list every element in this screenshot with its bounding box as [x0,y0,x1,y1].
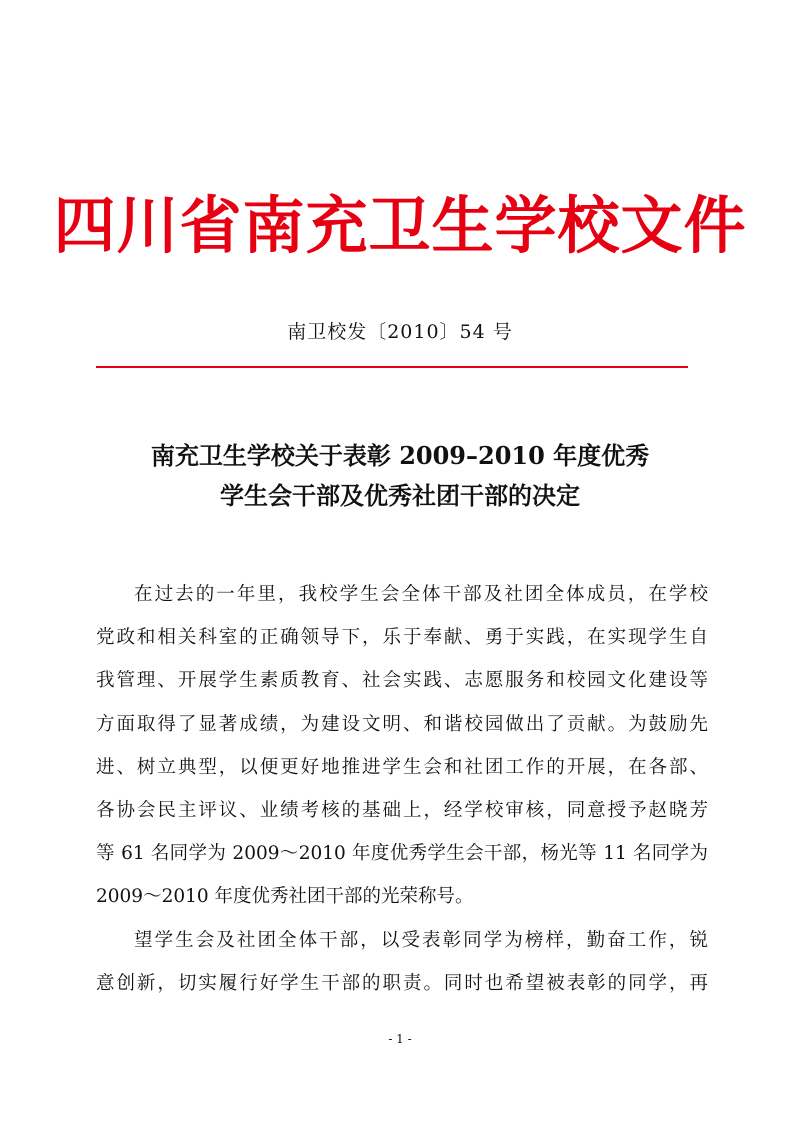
page-number: - 1 - [388,1032,412,1046]
body-line: 意创新，切实履行好学生干部的职责。同时也希望被表彰的同学，再 [96,972,708,994]
document-body [96,573,708,1005]
body-line: 各协会民主评议、业绩考核的基础上，经学校审核，同意授予赵晓芳 [96,799,708,821]
header-divider [96,366,688,368]
decision-title-line-2: 学生会干部及优秀社团干部的决定 [220,481,580,510]
document-number: 南卫校发〔2010〕54 号 [287,321,513,343]
body-line: 进、树立典型，以便更好地推进学生会和社团工作的开展，在各部、 [96,756,708,778]
body-line: 等 61 名同学为 2009～2010 年度优秀学生会干部，杨光等 11 名同学为 [96,843,708,865]
body-line: 党政和相关科室的正确领导下，乐于奉献、勇于实践，在实现学生自 [96,627,708,649]
decision-title [0,436,800,516]
body-line: 2009～2010 年度优秀社团干部的光荣称号。 [96,886,474,908]
body-line: 在过去的一年里，我校学生会全体干部及社团全体成员，在学校 [134,584,708,605]
body-line: 望学生会及社团全体干部，以受表彰同学为榜样，勤奋工作，锐 [134,929,708,951]
body-line: 方面取得了显著成绩，为建设文明、和谐校园做出了贡献。为鼓励先 [96,713,708,735]
body-line: 我管理、开展学生素质教育、社会实践、志愿服务和校园文化建设等 [96,670,708,692]
decision-title-line-1: 南充卫生学校关于表彰 2009–2010 年度优秀 [150,441,650,470]
org-document-title: 四川省南充卫生学校文件 [53,189,747,262]
